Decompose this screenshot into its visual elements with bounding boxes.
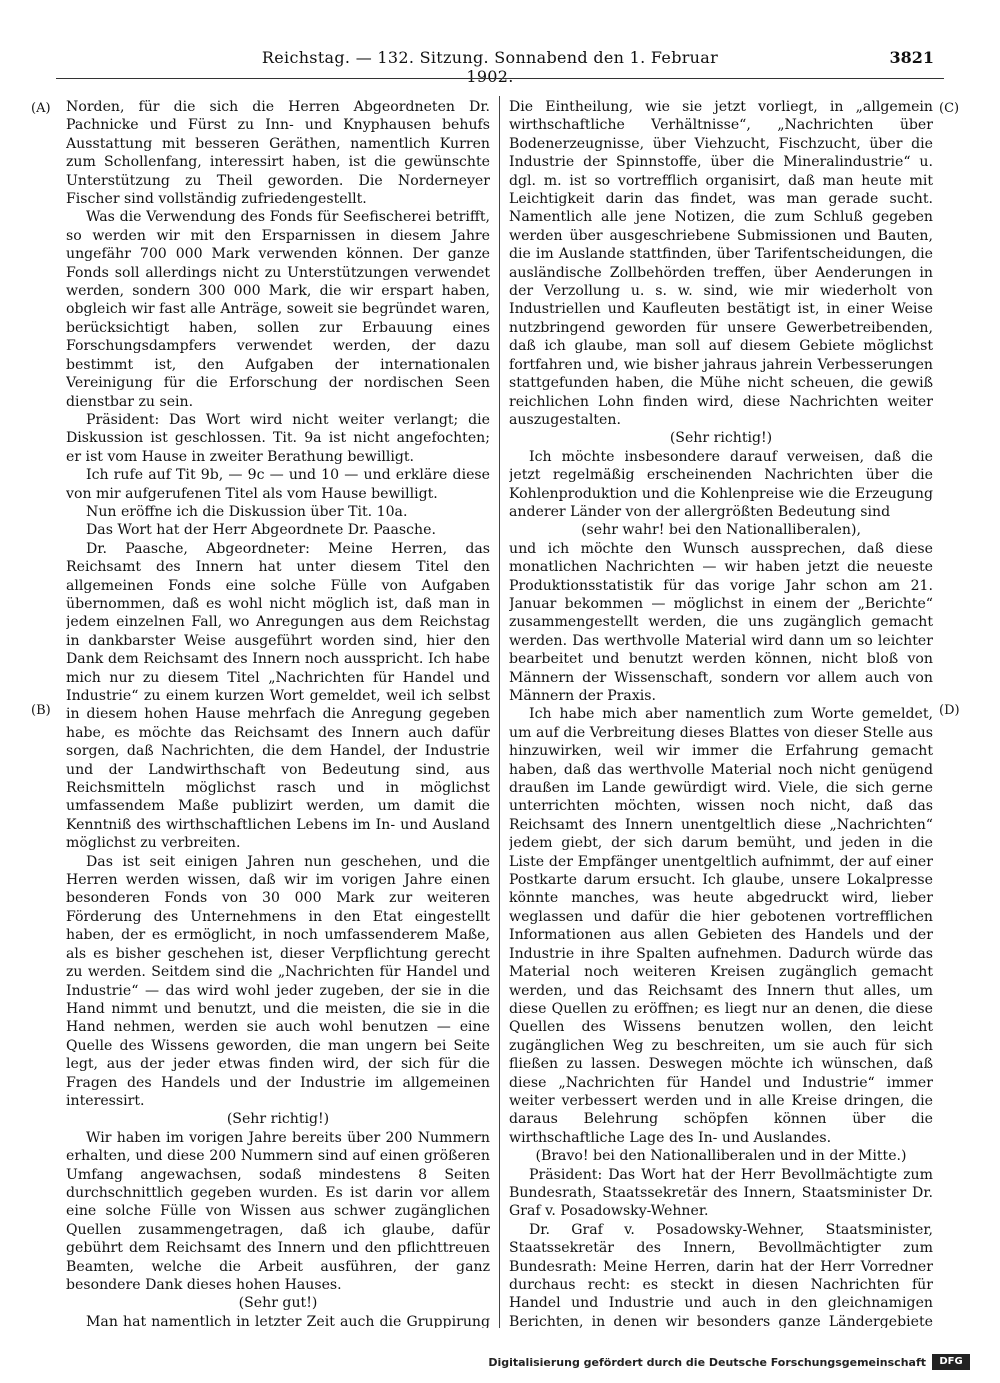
margin-marker-b: (B)	[31, 703, 51, 718]
funding-note: Digitalisierung gefördert durch die Deutsche Forschungsgemeinschaft	[488, 1356, 926, 1369]
paragraph: Norden, für die sich die Herren Abgeordneten Dr. Pachnicke und Fürst zu Inn- und Knyphausen behufs Ausstattung mit besseren Geräthen, namentlich Kurren zum Schollenfang, interessirt haben, ist die gewünschte Unterstützung zu Theil geworden. Die Norderneyer Fischer sind vollständig zufriedengestellt.	[66, 99, 490, 208]
paragraph: und ich möchte den Wunsch aussprechen, daß diese monatlichen Nachrichten — wir haben jetzt die neueste Produktionsstatistik für das vorige Jahr schon am 21. Januar bekommen — möglichst in einem der „Berichte“ zusammengestellt werden, die uns zugänglich gemacht werden. Das werthvolle Material wird dann um so leichter bearbeitet und benutzt werden können, nicht bloß von Männern der Wissenschaft, sondern vor allem auch von Männern der Praxis.	[509, 540, 933, 704]
margin-marker-c: (C)	[939, 101, 960, 116]
right-column	[509, 98, 933, 1328]
interjection: (Bravo! bei den Nationalliberalen und in der Mitte.)	[535, 1148, 907, 1165]
paragraph: Dr. Paasche, Abgeordneter: Meine Herren, das Reichsamt des Innern hat unter diesem Titel den allgemeinen Fonds eine solche Fülle von Aufgaben übernommen, daß es wohl nicht möglich ist, daß man in jedem einzelnen Fall, wo Anregungen aus dem Reichstag in dankbarster Weise ausgeführt worden sind, hier den Dank dem Reichsamt des Innern noch ausspricht. Ich habe mich nur zu diesem Titel „Nachrichten für Handel und Industrie“ zu einem kurzen Wort gemeldet, weil ich selbst in diesem hohen Hause mehrfach die Anregung gegeben habe, es möchte das Reichsamt des Innern auch dafür sorgen, daß Nachrichten, die dem Handel, der Industrie und der Landwirthschaft von Bedeutung sind, aus Reichsmitteln möglichst rasch und in möglichst umfassendem Maße publizirt werden, um damit die Kenntniß des wirthschaftlichen Lebens im In- und Ausland möglichst zu verbreiten.	[66, 540, 490, 852]
paragraph: Das ist seit einigen Jahren nun geschehen, und die Herren werden wissen, daß wir im vorigen Jahre einen besonderen Fonds von 30 000 Mark zur weiteren Förderung des Unternehmens in den Etat eingestellt haben, der es ermöglicht, in noch umfassenderem Maße, als es bisher geschehen ist, dieser Verpflichtung gerecht zu werden. Seitdem sind die „Nachrichten für Handel und Industrie“ — das wird wohl jeder zugeben, der sie in die Hand nimmt und benutzt, und die meisten, die sie in die Hand nehmen, werden sie auch wohl benutzen — eine Quelle des Wissens geworden, die man ungern bei Seite legt, aus der jeder etwas finden wird, der sich für die Fragen des Handels und der Industrie im allgemeinen interessirt.	[66, 853, 490, 1109]
paragraph: Was die Verwendung des Fonds für Seefischerei betrifft, so werden wir mit den Ersparnissen in diesem Jahre ungefähr 700 000 Mark verwenden können. Der ganze Fonds soll allerdings nicht zu Unterstützungen verwendet werden, sondern 300 000 Mark, die wir erspart haben, obgleich wir fast alle Anträge, soweit sie begründet waren, berücksichtigt haben, sollen zur Erbauung eines Forschungsdampfers verwendet werden, der dazu bestimmt ist, den Aufgaben der internationalen Vereinigung für die Erforschung der nordischen Seen dienstbar zu sein.	[66, 209, 490, 410]
column-divider	[499, 96, 500, 1328]
paragraph: Ich möchte insbesondere darauf verweisen, daß die jetzt regelmäßig erscheinenden Nachrichten über die Kohlenproduktion und die Kohlenpreise wie die Erzeugung anderer Länder von der allergrößten Bedeutung sind	[509, 448, 933, 520]
interjection: (Sehr gut!)	[238, 1295, 318, 1312]
paragraph: Präsident: Das Wort wird nicht weiter verlangt; die Diskussion ist geschlossen. Tit. 9a ist nicht angefochten; er ist vom Hause in zweiter Berathung bewilligt.	[66, 411, 490, 465]
paragraph: Wir haben im vorigen Jahre bereits über 200 Nummern erhalten, und diese 200 Nummern sind auf einen größeren Umfang angewachsen, sodaß mindestens 8 Seiten durchschnittlich gegeben wurden. Es ist darin vor allem eine solche Fülle von Wissen aus schwer zugänglichen Quellen zusammengetragen, daß ich glaube, dafür gebührt dem Reichsamt des Innern und den pflichttreuen Beamten, welche die Arbeit ausführen, der ganz besondere Dank dieses hohen Hauses.	[66, 1129, 490, 1293]
page-number: 3821	[889, 48, 934, 67]
paragraph: Ich habe mich aber namentlich zum Worte gemeldet, um auf die Verbreitung dieses Blattes von dieser Stelle aus hinzuwirken, weil wir immer die Erfahrung gemacht haben, daß das werthvolle Material noch nicht genügend draußen im Lande gewürdigt wird. Viele, die sich gerne unterrichten möchten, wissen noch nicht, daß das Reichsamt des Innern unentgeltlich diese „Nachrichten“ jedem giebt, der sich darum bemüht, und jeden in die Liste der Empfänger unentgeltlich aufnimmt, der auf einer Postkarte darum ersucht. Ich glaube, unsere Lokalpresse könnte manches, was heute abgedruckt wird, lieber weglassen und dafür die hier gebotenen vortrefflichen Informationen aus allen Gebieten des Handels und der Industrie in ihre Spalten aufnehmen. Dadurch würde das Material noch weiteren Kreisen zugänglich gemacht werden, und das Reichsamt des Innern thut alles, um diese Quellen zu eröffnen; es liegt nur an denen, die diese Quellen des Wissens benutzen wollen, den leicht zugänglichen Weg zu beschreiten, um sie auch für sich fließen zu lassen. Deswegen möchte ich wünschen, daß diese „Nachrichten für Handel und Industrie“ immer weiter verbessert werden und in alle Kreise dringen, die daraus Belehrung schöpfen können über die wirthschaftliche Lage des In- und Auslandes.	[509, 706, 933, 1146]
interjection: (Sehr richtig!)	[226, 1111, 330, 1128]
margin-marker-a: (A)	[31, 101, 51, 116]
paragraph: Man hat namentlich in letzter Zeit auch die Gruppirung	[86, 1313, 490, 1328]
paragraph: Die Eintheilung, wie sie jetzt vorliegt, in „allgemein wirthschaftliche Verhältnisse“, „Nachrichten über Bodenerzeugnisse, über Viehzucht, Fischzucht, über die Industrie der Spinnstoffe, über die Mineralindustrie“ u. dgl. m. ist so vortrefflich organisirt, daß man heute mit Leichtigkeit darin das findet, was man gerade sucht. Namentlich alle jene Notizen, die zum Schluß gegeben werden über ausgeschriebene Submissionen und Bauten, die im Auslande stattfinden, über Tarifentscheidungen, die ausländische Zollbehörden treffen, über Aenderungen in der Verzollung u. s. w. sind, wie mir wiederholt von Industriellen und Kaufleuten bestätigt ist, in einer Weise nutzbringend geworden für unsere Gewerbetreibenden, daß ich glaube, man soll auf diesem Gebiete möglichst fortfahren und, wie bisher jahraus jahrein Verbesserungen stattgefunden haben, die Mühe nicht scheuen, die gewiß reichlichen Lohn finden wird, diese Nachrichten weiter auszugestalten.	[509, 99, 933, 428]
paragraph: Präsident: Das Wort hat der Herr Bevollmächtigte zum Bundesrath, Staatssekretär des Innern, Staatsminister Dr. Graf v. Posadowsky-Wehner.	[509, 1166, 933, 1220]
paragraph: Nun eröffne ich die Diskussion über Tit. 10a.	[86, 503, 408, 520]
dfg-logo: DFG	[932, 1354, 970, 1370]
running-title: Reichstag. — 132. Sitzung. Sonnabend den 1. Februar 1902.	[261, 48, 719, 86]
header-rule	[56, 78, 944, 79]
margin-marker-d: (D)	[939, 703, 960, 718]
paragraph: Das Wort hat der Herr Abgeordnete Dr. Paasche.	[86, 522, 436, 539]
left-column	[66, 98, 490, 1328]
interjection: (sehr wahr! bei den Nationalliberalen),	[581, 522, 861, 539]
paragraph: Ich rufe auf Tit 9b, — 9c — und 10 — und erkläre diese von mir aufgerufenen Titel als vom Hause bewilligt.	[66, 467, 490, 502]
interjection: (Sehr richtig!)	[669, 430, 773, 447]
paragraph: Dr. Graf v. Posadowsky-Wehner, Staatsminister, Staatssekretär des Innern, Bevollmächtigter zum Bundesrath: Meine Herren, darin hat der Herr Vorredner durchaus recht: es steckt in diesen Nachrichten für Handel und Industrie und auch in den gleichnamigen Berichten, in denen wir besonders ganze Ländergebiete	[509, 1221, 933, 1328]
